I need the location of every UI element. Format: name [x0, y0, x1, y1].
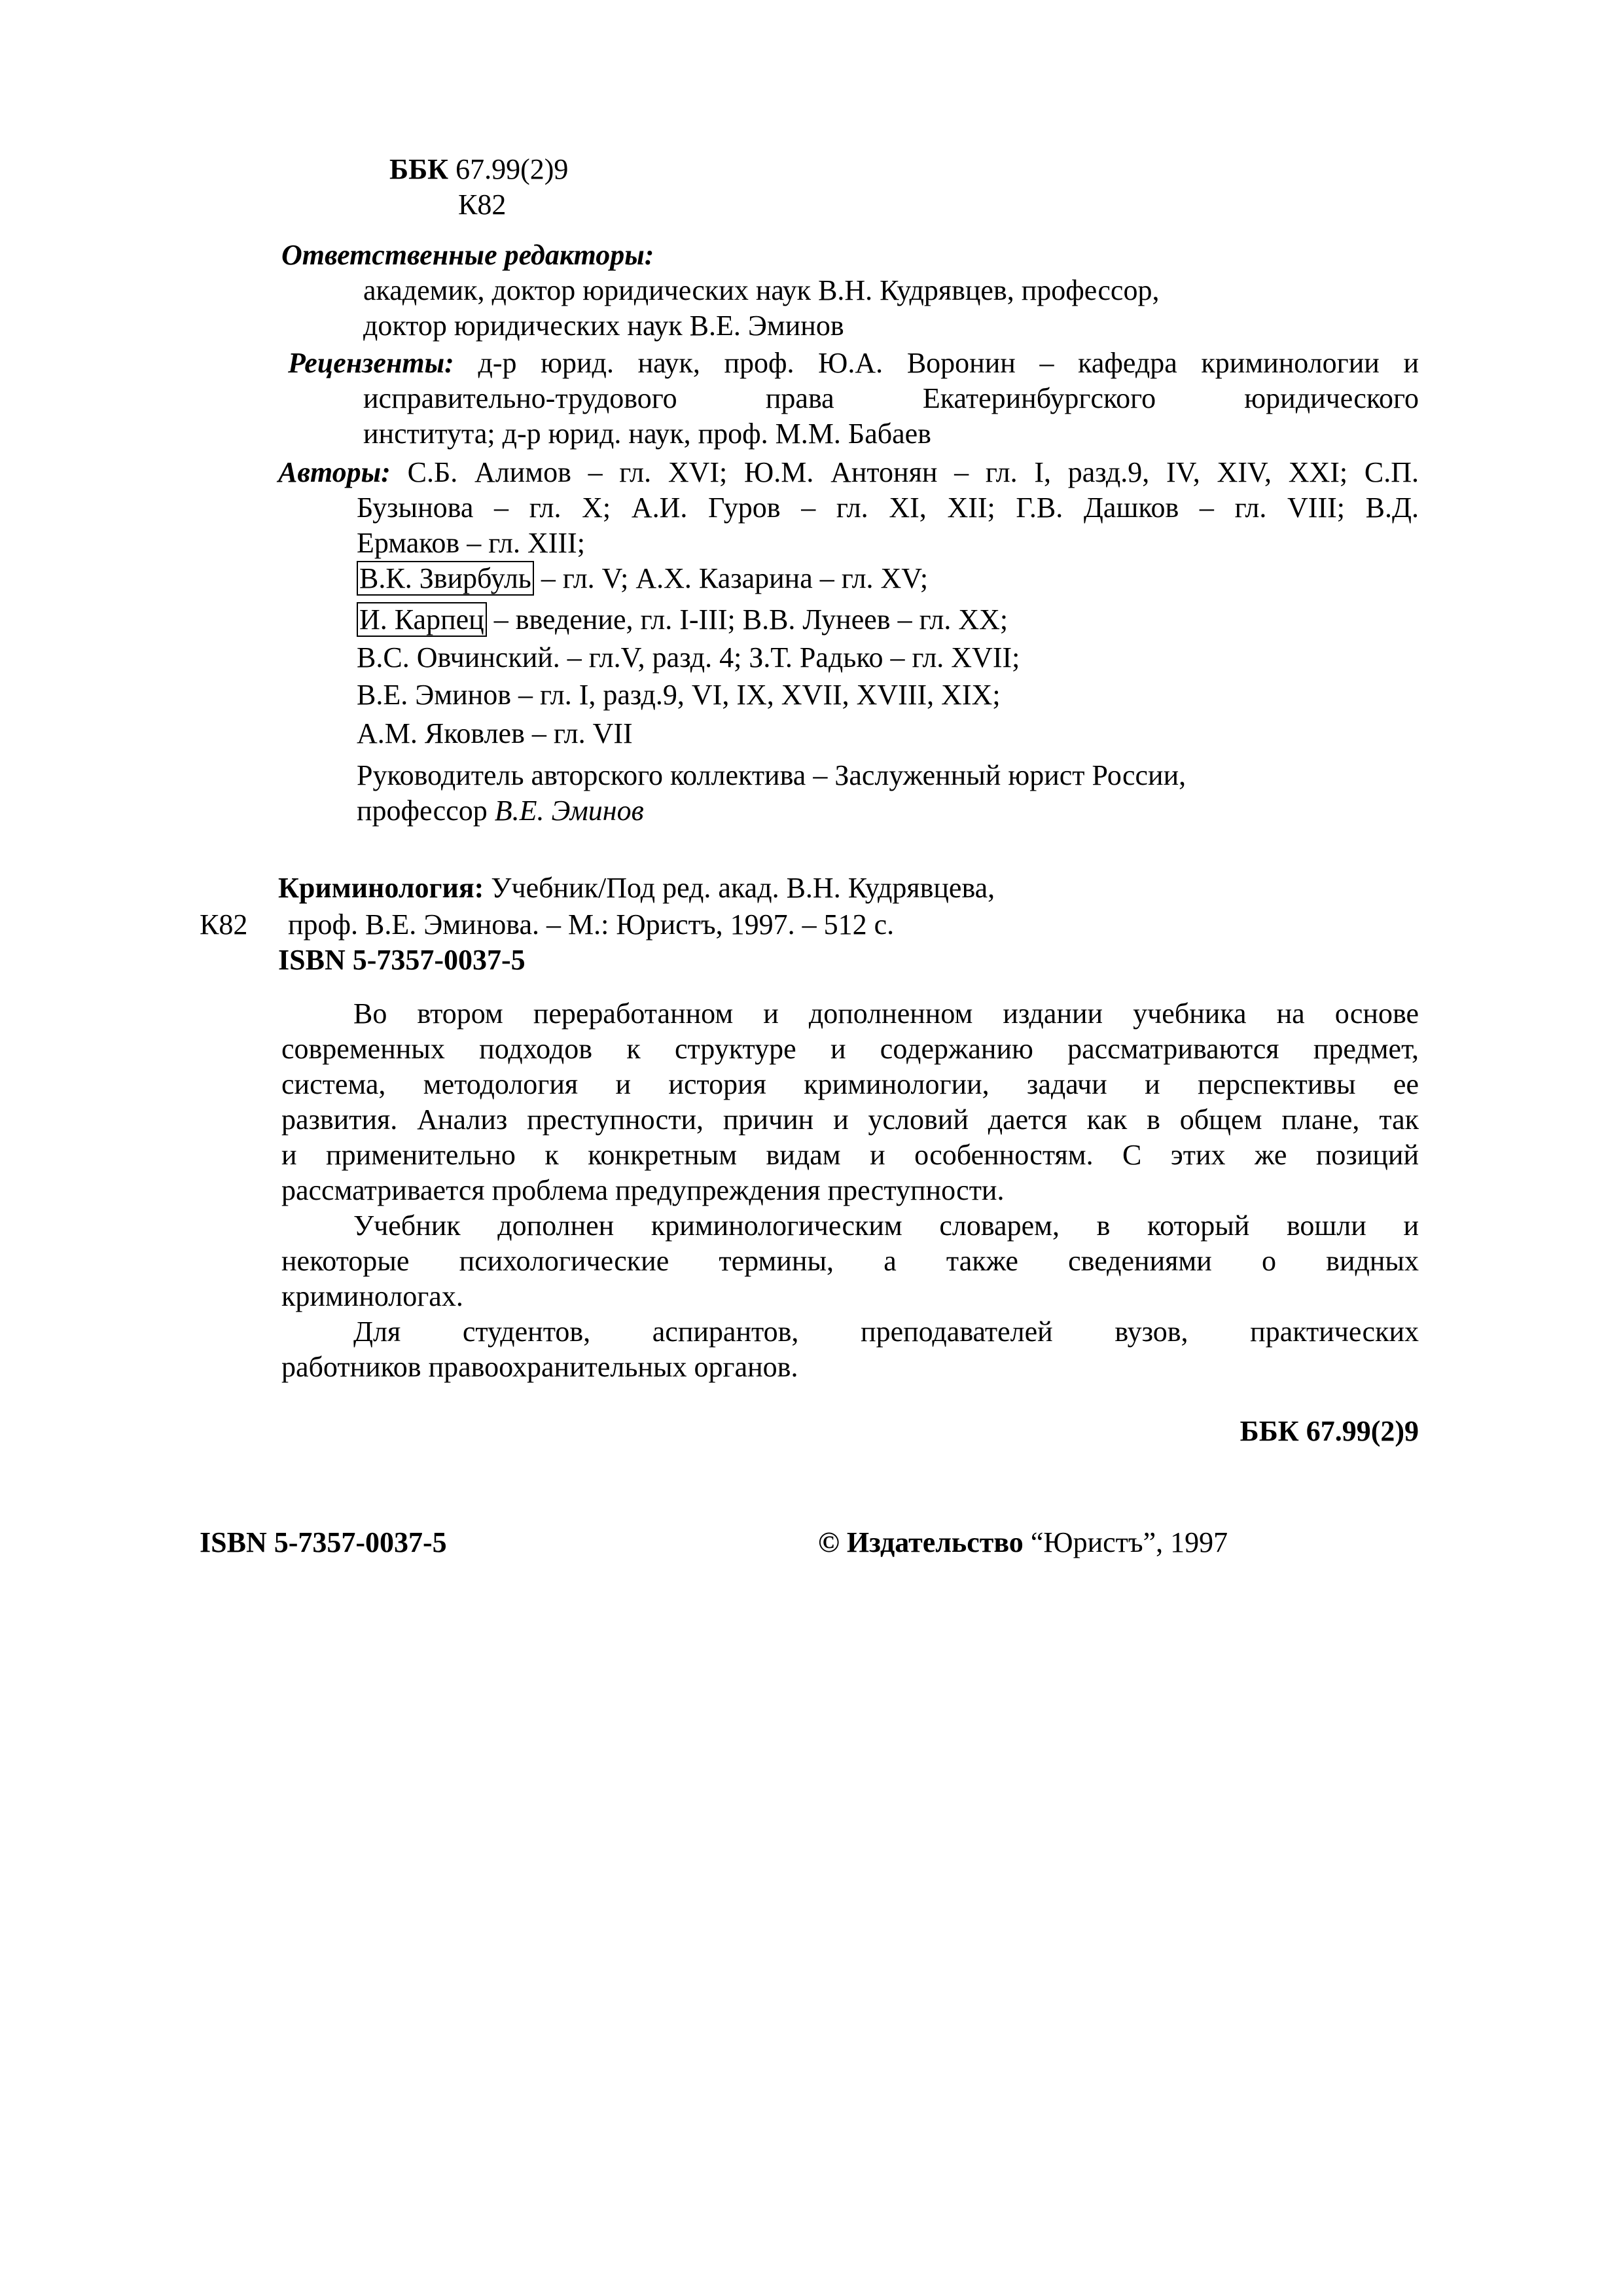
abstract-p1-line-6: рассматривается проблема предупреждения преступности. — [281, 1174, 1005, 1206]
abstract-p3-line-1: Для студентов, аспирантов, преподавателей вузов, практических — [353, 1316, 1419, 1348]
bbk-header — [389, 152, 568, 187]
reviewers-label: Рецензенты: — [288, 347, 454, 379]
editors-line-1: академик, доктор юридических наук В.Н. Кудрявцев, профессор, — [363, 274, 1160, 306]
authors-label: Авторы: — [278, 456, 391, 488]
publisher-name: “Юристъ”, 1997 — [1023, 1526, 1228, 1558]
reviewers-text-1: д-р юрид. наук, проф. Ю.А. Воронин – кафедра криминологии и — [478, 347, 1419, 379]
abstract-p1-line-3: система, методология и история криминологии, задачи и перспективы ее — [281, 1068, 1419, 1100]
book-title: Криминология: — [278, 872, 484, 904]
authors-line-2: Бузынова – гл. X; А.И. Гуров – гл. XI, XII; Г.В. Дашков – гл. VIII; В.Д. — [357, 492, 1419, 524]
footer-isbn: ISBN 5-7357-0037-5 — [200, 1526, 447, 1558]
abstract-p1-line-2: современных подходов к структуре и содержанию рассматриваются предмет, — [281, 1033, 1419, 1065]
boxed-name-karpets: И. Карпец — [357, 602, 487, 637]
authors-line-6: В.С. Овчинский. – гл.V, разд. 4; З.Т. Радько – гл. XVII; — [357, 641, 1020, 673]
reviewers-line-1 — [288, 346, 1419, 381]
author-mark: К82 — [458, 188, 507, 221]
abstract-p1-line-1: Во втором переработанном и дополненном издании учебника на основе — [353, 997, 1419, 1030]
leader-line-2: профессор В.Е. Эминов — [357, 795, 644, 827]
reviewers-line-2: исправительно-трудового права Екатеринбургского юридического — [363, 382, 1419, 414]
copyright-line — [818, 1525, 1228, 1560]
authors-line-1 — [278, 455, 1419, 490]
publisher-label: Издательство — [846, 1526, 1024, 1558]
authors-line-3: Ермаков – гл. XIII; — [357, 527, 585, 559]
bbk-label: ББК — [389, 153, 449, 185]
authors-line-4: В.К. Звирбуль – гл. V; А.Х. Казарина – гл. XV; — [357, 561, 928, 596]
authors-line-7: В.Е. Эминов – гл. I, разд.9, VI, IX, XVII, XVIII, XIX; — [357, 679, 1001, 711]
citation-isbn: ISBN 5-7357-0037-5 — [278, 944, 526, 976]
leader-name: В.Е. Эминов — [494, 795, 644, 827]
abstract-p3-line-2: работников правоохранительных органов. — [281, 1351, 798, 1383]
abstract-p2-line-1: Учебник дополнен криминологическим словарем, в который вошли и — [353, 1210, 1419, 1242]
copyright-symbol: © — [818, 1526, 840, 1558]
authors-line-5: И. Карпец – введение, гл. I-III; В.В. Лунеев – гл. XX; — [357, 602, 1008, 637]
abstract-p1-line-5: и применительно к конкретным видам и особенностям. С этих же позиций — [281, 1139, 1419, 1171]
citation-line-1: Криминология: Учебник/Под ред. акад. В.Н. Кудрявцева, — [278, 872, 995, 904]
abstract-p1-line-4: развития. Анализ преступности, причин и условий дается как в общем плане, так — [281, 1103, 1419, 1136]
authors-text-1: С.Б. Алимов – гл. XVI; Ю.М. Антонян – гл. I, разд.9, IV, XIV, XXI; С.П. — [407, 456, 1419, 488]
abstract-p2-line-3: криминологах. — [281, 1280, 463, 1312]
abstract-p2-line-2: некоторые психологические термины, а также сведениями о видных — [281, 1245, 1419, 1277]
bbk-code: 67.99(2)9 — [455, 153, 569, 185]
bbk-bottom: ББК 67.99(2)9 — [1240, 1415, 1419, 1447]
citation-line-2: проф. В.Е. Эминова. – М.: Юристъ, 1997. – 512 с. — [288, 908, 895, 941]
authors-line-8: А.М. Яковлев – гл. VII — [357, 717, 633, 749]
abstract — [281, 996, 1419, 1385]
reviewers-line-3: института; д-р юрид. наук, проф. М.М. Бабаев — [363, 418, 931, 450]
leader-line-1: Руководитель авторского коллектива – Заслуженный юрист России, — [357, 759, 1186, 791]
boxed-name-zvirbul: В.К. Звирбуль — [357, 561, 534, 596]
editors-label: Ответственные редакторы: — [281, 239, 654, 271]
editors-line-2: доктор юридических наук В.Е. Эминов — [363, 310, 844, 342]
citation-side-mark: К82 — [200, 908, 248, 941]
